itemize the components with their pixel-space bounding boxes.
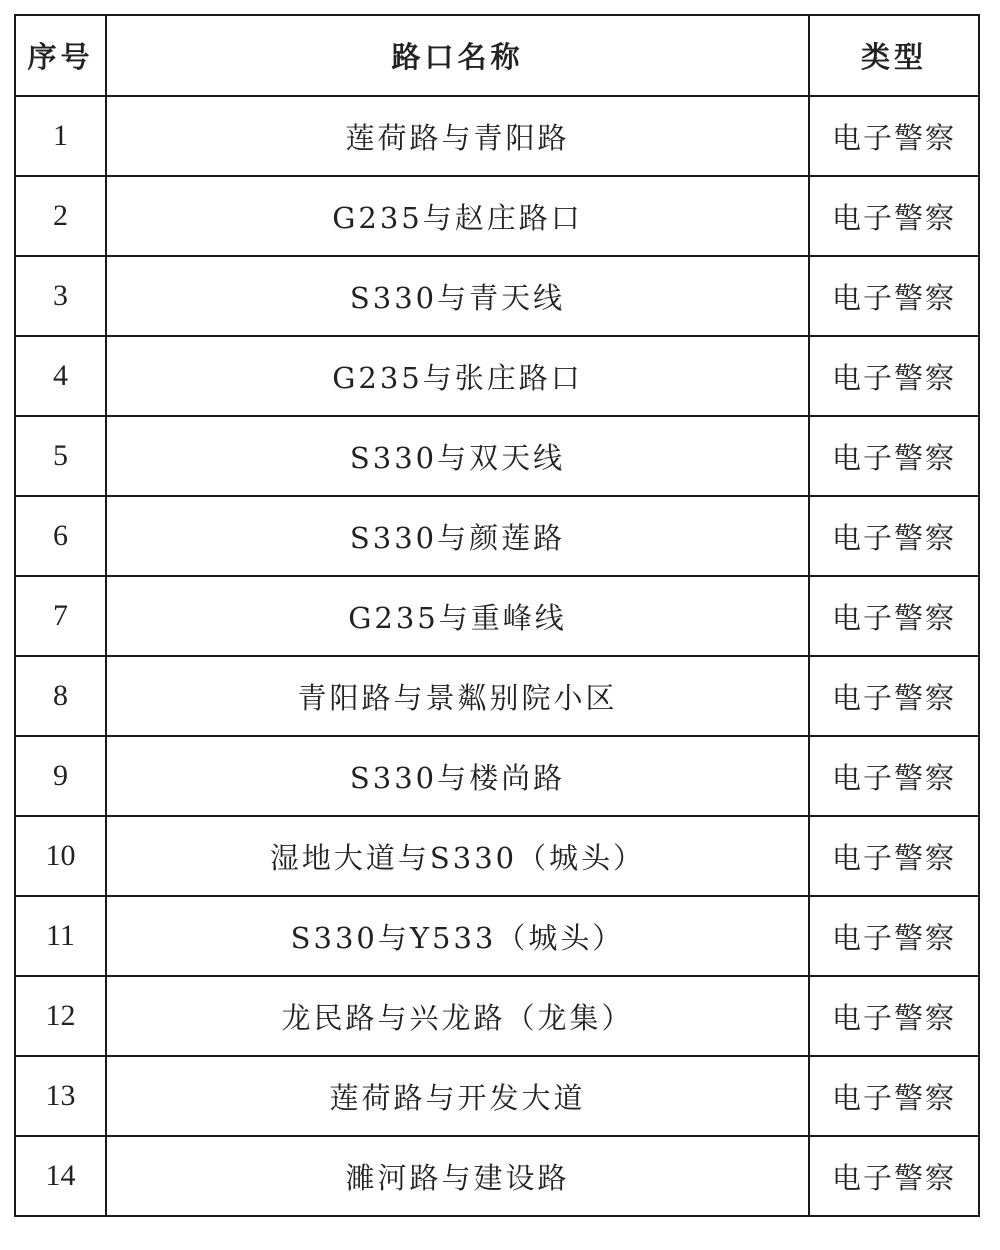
cell-type: 电子警察 bbox=[809, 736, 979, 816]
cell-intersection-name: 湿地大道与S330（城头） bbox=[106, 816, 809, 896]
cell-type: 电子警察 bbox=[809, 896, 979, 976]
cell-intersection-name: S330与颜莲路 bbox=[106, 496, 809, 576]
intersection-table-container bbox=[14, 14, 978, 1217]
cell-serial-number: 2 bbox=[15, 176, 106, 256]
cell-serial-number: 12 bbox=[15, 976, 106, 1056]
cell-serial-number: 13 bbox=[15, 1056, 106, 1136]
cell-type: 电子警察 bbox=[809, 176, 979, 256]
cell-type: 电子警察 bbox=[809, 336, 979, 416]
cell-type: 电子警察 bbox=[809, 1136, 979, 1216]
cell-intersection-name: 龙民路与兴龙路（龙集） bbox=[106, 976, 809, 1056]
cell-type: 电子警察 bbox=[809, 816, 979, 896]
cell-type: 电子警察 bbox=[809, 576, 979, 656]
table-header-row bbox=[15, 15, 979, 96]
cell-type: 电子警察 bbox=[809, 496, 979, 576]
cell-type: 电子警察 bbox=[809, 1056, 979, 1136]
table-row bbox=[15, 176, 979, 256]
cell-serial-number: 1 bbox=[15, 96, 106, 176]
table-row bbox=[15, 976, 979, 1056]
table-row bbox=[15, 656, 979, 736]
header-intersection-name: 路口名称 bbox=[106, 15, 809, 96]
table-row bbox=[15, 336, 979, 416]
cell-serial-number: 5 bbox=[15, 416, 106, 496]
cell-type: 电子警察 bbox=[809, 256, 979, 336]
cell-intersection-name: G235与张庄路口 bbox=[106, 336, 809, 416]
table-row bbox=[15, 1136, 979, 1216]
cell-intersection-name: 青阳路与景粼别院小区 bbox=[106, 656, 809, 736]
cell-serial-number: 9 bbox=[15, 736, 106, 816]
cell-intersection-name: G235与赵庄路口 bbox=[106, 176, 809, 256]
intersection-table bbox=[14, 14, 980, 1217]
cell-type: 电子警察 bbox=[809, 976, 979, 1056]
cell-serial-number: 11 bbox=[15, 896, 106, 976]
cell-intersection-name: 莲荷路与青阳路 bbox=[106, 96, 809, 176]
table-row bbox=[15, 576, 979, 656]
table-row bbox=[15, 736, 979, 816]
cell-serial-number: 7 bbox=[15, 576, 106, 656]
cell-intersection-name: S330与双天线 bbox=[106, 416, 809, 496]
table-row bbox=[15, 1056, 979, 1136]
table-row bbox=[15, 256, 979, 336]
table-row bbox=[15, 896, 979, 976]
cell-intersection-name: S330与Y533（城头） bbox=[106, 896, 809, 976]
header-type: 类型 bbox=[809, 15, 979, 96]
cell-serial-number: 10 bbox=[15, 816, 106, 896]
cell-intersection-name: 莲荷路与开发大道 bbox=[106, 1056, 809, 1136]
table-row bbox=[15, 416, 979, 496]
table-row bbox=[15, 816, 979, 896]
table-body bbox=[15, 96, 979, 1216]
cell-serial-number: 4 bbox=[15, 336, 106, 416]
cell-serial-number: 8 bbox=[15, 656, 106, 736]
cell-serial-number: 6 bbox=[15, 496, 106, 576]
cell-type: 电子警察 bbox=[809, 656, 979, 736]
header-serial-number: 序号 bbox=[15, 15, 106, 96]
cell-type: 电子警察 bbox=[809, 416, 979, 496]
cell-intersection-name: S330与青天线 bbox=[106, 256, 809, 336]
cell-serial-number: 3 bbox=[15, 256, 106, 336]
cell-intersection-name: S330与楼尚路 bbox=[106, 736, 809, 816]
cell-intersection-name: 濉河路与建设路 bbox=[106, 1136, 809, 1216]
cell-serial-number: 14 bbox=[15, 1136, 106, 1216]
cell-type: 电子警察 bbox=[809, 96, 979, 176]
table-row bbox=[15, 96, 979, 176]
table-row bbox=[15, 496, 979, 576]
cell-intersection-name: G235与重峰线 bbox=[106, 576, 809, 656]
